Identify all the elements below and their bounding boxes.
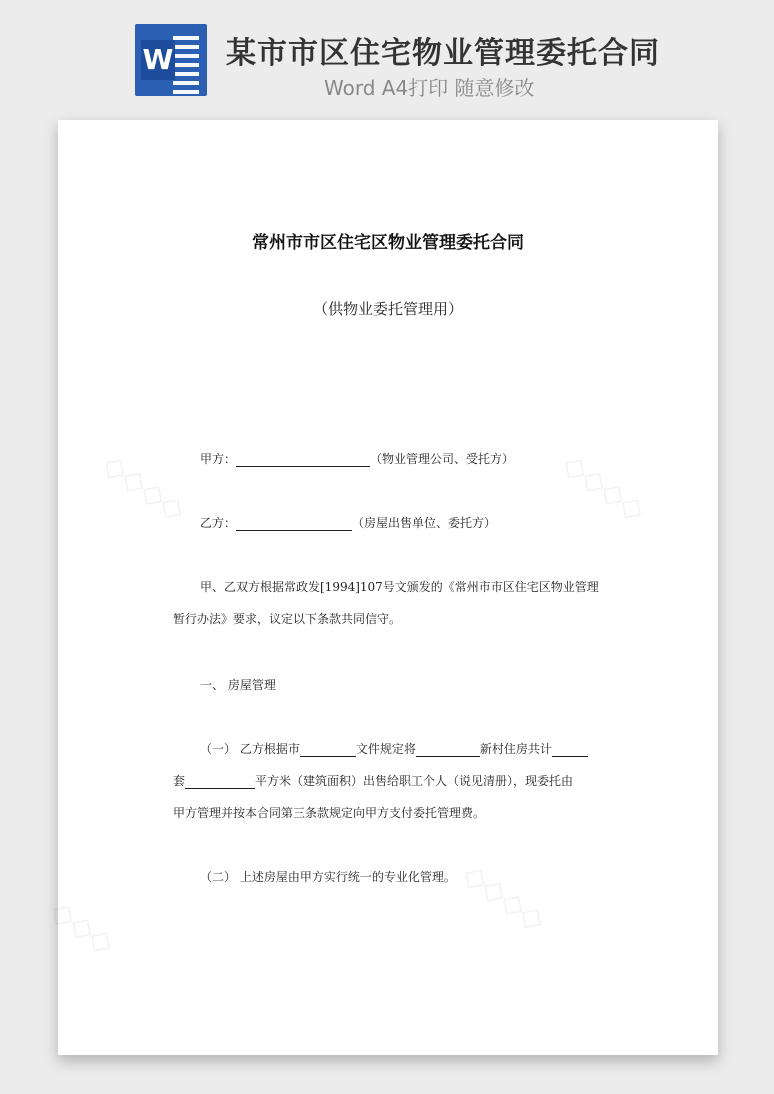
- count-blank[interactable]: [552, 743, 588, 757]
- city-doc-blank[interactable]: [300, 743, 356, 757]
- header-title: 某市市区住宅物业管理委托合同: [226, 36, 660, 71]
- party-a-blank[interactable]: [236, 453, 370, 467]
- word-document-icon: [135, 24, 207, 96]
- item-1-mid-1: 文件规定将: [355, 742, 416, 756]
- watermark: ◇◇◇◇: [96, 446, 192, 529]
- document-page: [44, 120, 718, 1055]
- party-a-label: 甲方：: [200, 452, 237, 466]
- contract-subtitle: （供物业委托管理用）: [312, 300, 463, 318]
- item-1-line-1: [200, 740, 588, 757]
- item-1-line-2-text: 平方米（建筑面积）出售给职工个人（说见清册），现委托由: [255, 774, 574, 788]
- party-b-blank[interactable]: [236, 517, 352, 531]
- party-b-note: （房屋出售单位、委托方）: [352, 516, 497, 530]
- section-1-heading: 一、 房屋管理: [200, 678, 276, 692]
- watermark: ◇◇◇: [44, 893, 121, 962]
- text-lines-icon: [173, 36, 199, 99]
- item-1-line-2: [173, 772, 573, 789]
- area-blank[interactable]: [185, 775, 255, 789]
- intro-line-1: 甲、乙双方根据常政发[1994]107号文颁发的《常州市市区住宅区物业管理: [200, 580, 599, 594]
- header-subtitle: Word A4打印 随意修改: [324, 76, 535, 100]
- item-1-prefix: （一） 乙方根据市: [200, 742, 300, 756]
- party-b-line: [200, 514, 496, 531]
- party-a-line: [200, 450, 514, 467]
- party-a-note: （物业管理公司、受托方）: [370, 452, 515, 466]
- watermark: ◇◇◇◇: [556, 446, 652, 529]
- contract-title: 常州市市区住宅区物业管理委托合同: [252, 233, 524, 253]
- item-1-line-2-prefix: 套: [173, 774, 186, 788]
- item-1-mid-2: 新村住房共计: [479, 742, 552, 756]
- item-1-line-3: 甲方管理并按本合同第三条款规定向甲方支付委托管理费。: [173, 806, 486, 820]
- header: [0, 0, 774, 110]
- party-b-label: 乙方：: [200, 516, 237, 530]
- watermark: ◇◇◇◇: [456, 856, 552, 939]
- word-letter: W: [141, 40, 175, 80]
- item-2-line: （二） 上述房屋由甲方实行统一的专业化管理。: [200, 870, 456, 884]
- village-blank[interactable]: [416, 743, 480, 757]
- intro-line-2: 暂行办法》要求，议定以下条款共同信守。: [173, 612, 402, 626]
